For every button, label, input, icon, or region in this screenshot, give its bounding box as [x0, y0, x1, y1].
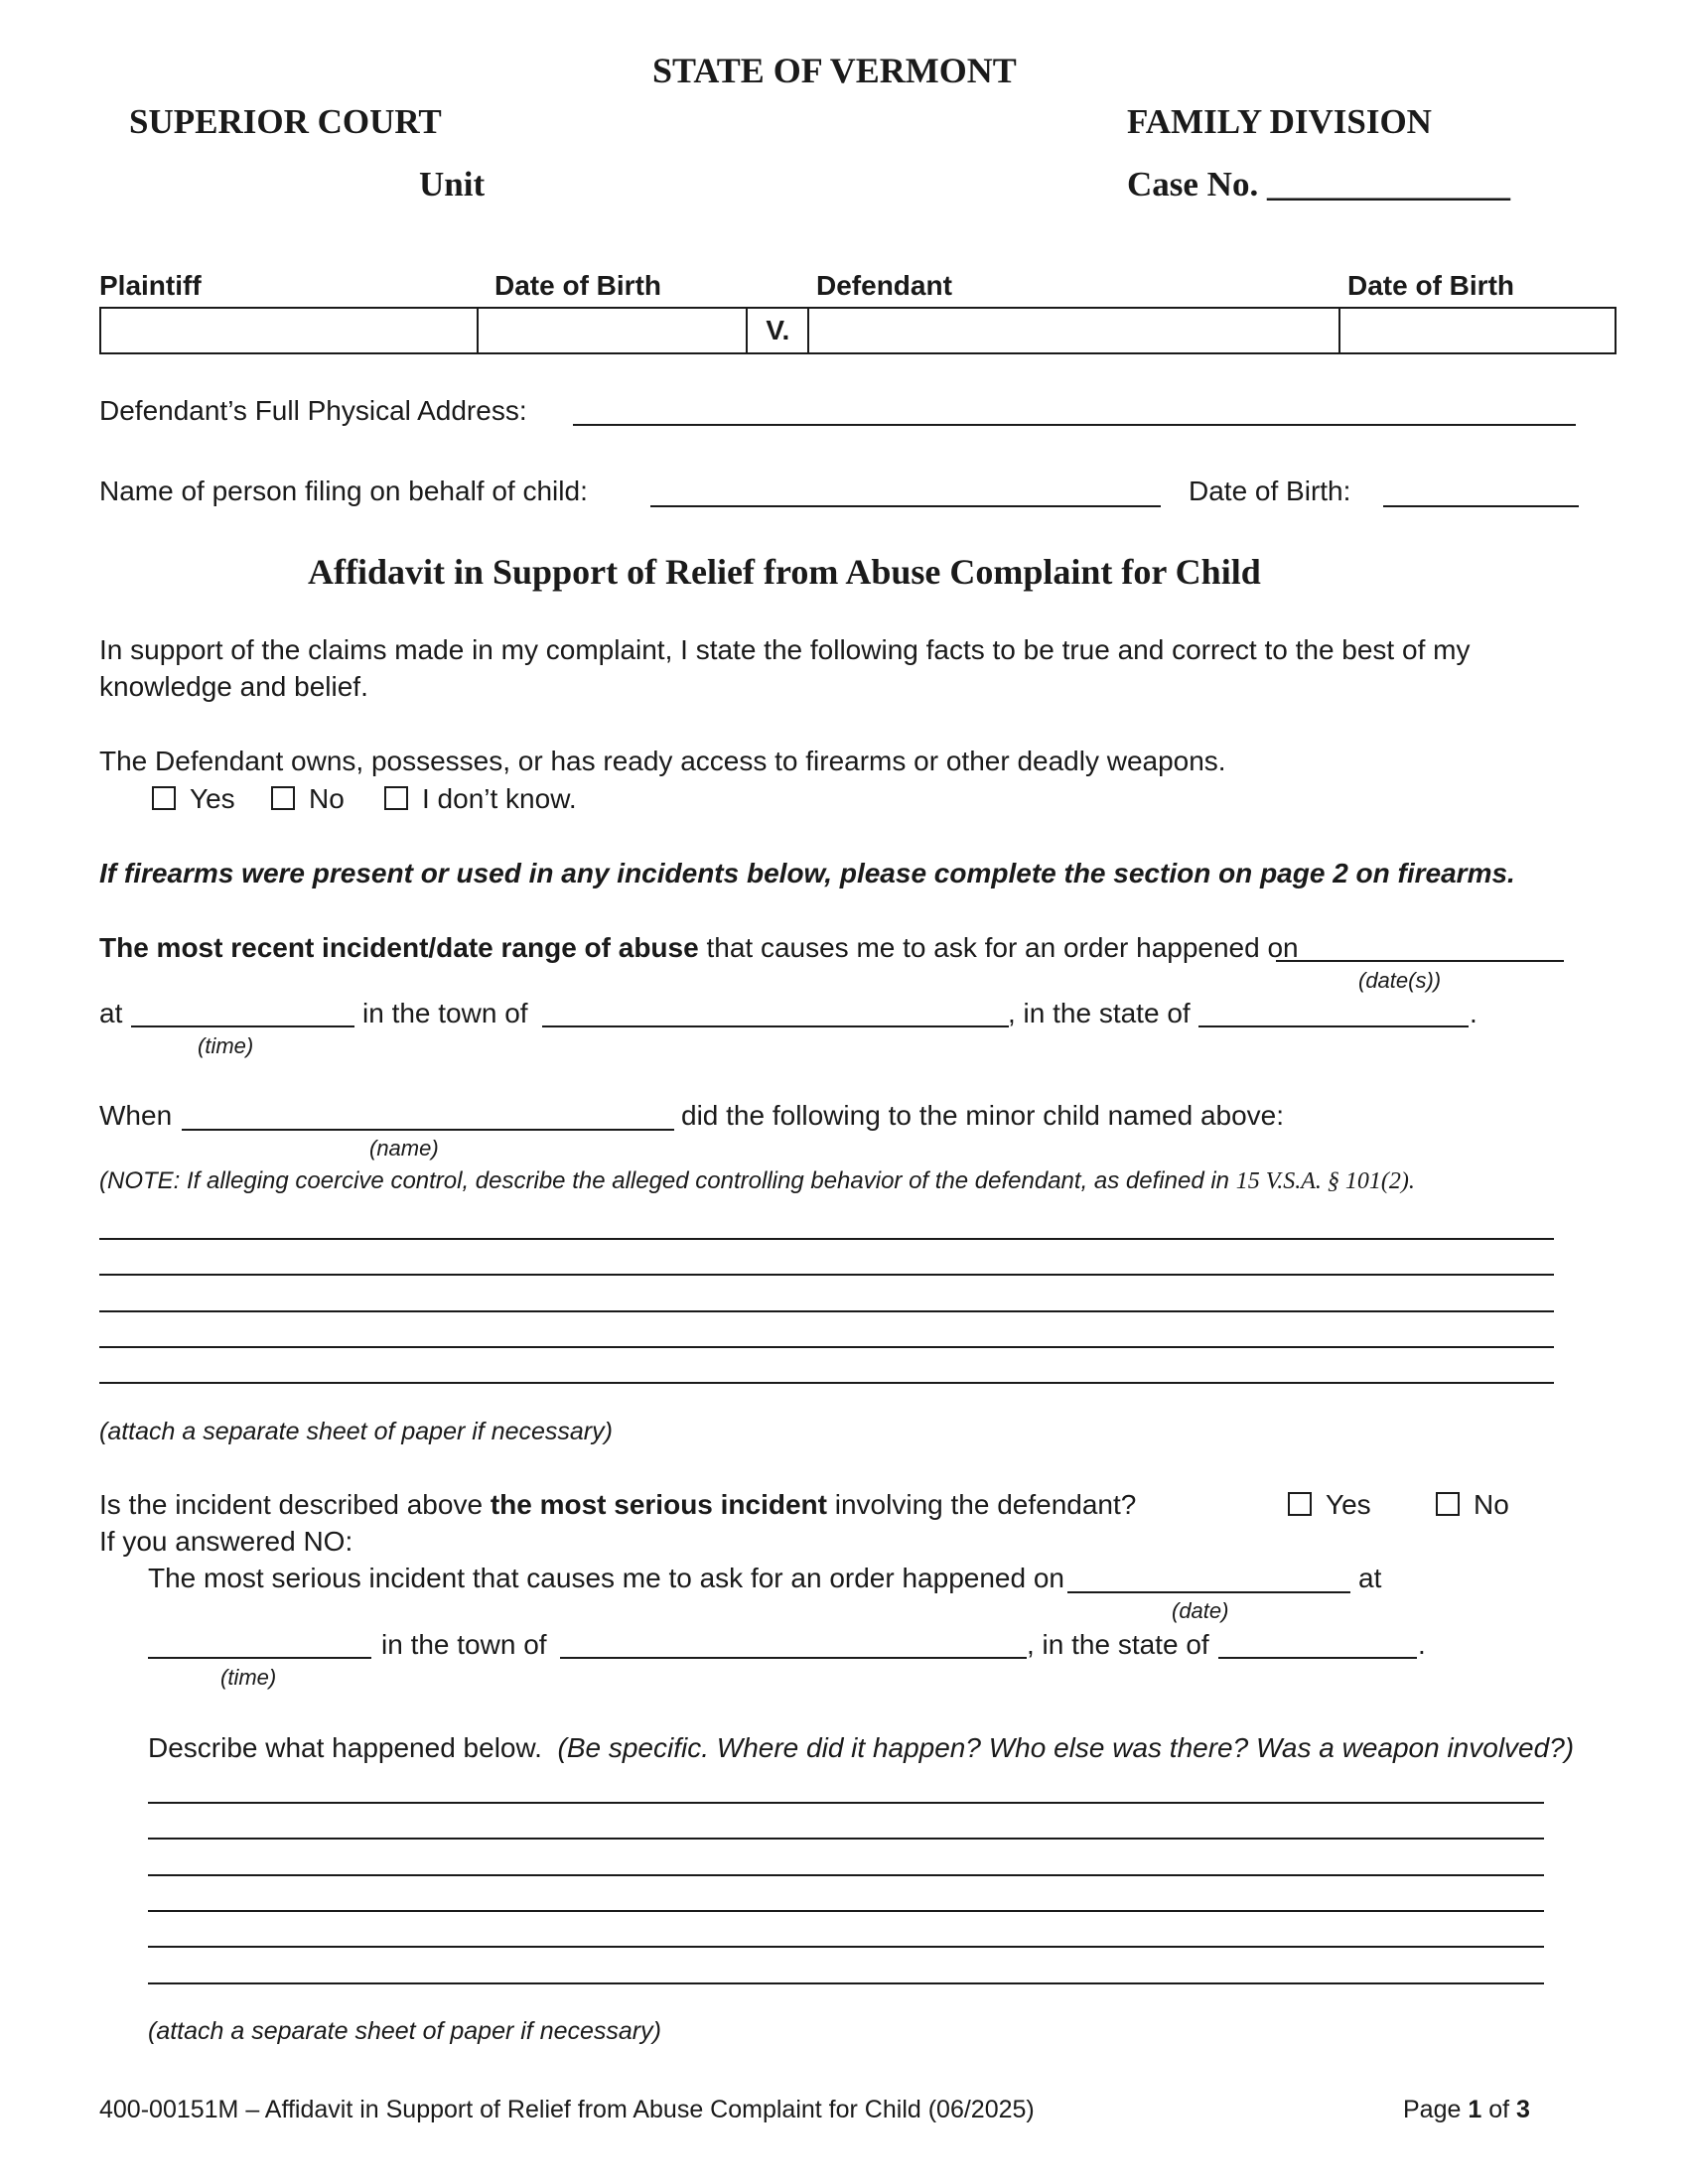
serious-description-line-4[interactable]: [148, 1910, 1544, 1912]
affidavit-title: Affidavit in Support of Relief from Abuse Complaint for Child: [308, 552, 1261, 592]
did-following-text: did the following to the minor child named above:: [681, 1100, 1285, 1131]
filer-name-field[interactable]: [650, 505, 1161, 507]
case-number: Case No. ______________: [1127, 165, 1510, 204]
checkbox-icon[interactable]: [1288, 1492, 1312, 1516]
filer-dob-field[interactable]: [1383, 505, 1579, 507]
parties-table: [99, 307, 1617, 354]
description-line-4[interactable]: [99, 1346, 1554, 1348]
when-label: When: [99, 1100, 173, 1131]
serious-town-label: in the town of: [381, 1629, 547, 1660]
defendant-dob-label: Date of Birth: [1347, 270, 1514, 301]
serious-state-label: , in the state of: [1027, 1629, 1209, 1660]
address-label: Defendant’s Full Physical Address:: [99, 395, 527, 426]
intro-line-2: knowledge and belief.: [99, 671, 368, 702]
serious-yes-option[interactable]: Yes: [1288, 1489, 1371, 1521]
abuser-name-field[interactable]: [182, 1129, 674, 1131]
firearms-question: The Defendant owns, possesses, or has ready access to firearms or other deadly weapons.: [99, 746, 1226, 776]
attach-note-1: (attach a separate sheet of paper if necessary): [99, 1418, 613, 1445]
state-title: STATE OF VERMONT: [652, 51, 1017, 90]
intro-line-1: In support of the claims made in my complaint, I state the following facts to be true and correct to the best of my: [99, 634, 1471, 665]
page-indicator: Page 1 of 3: [1403, 2096, 1530, 2123]
name-hint: (name): [369, 1136, 439, 1160]
state-label: , in the state of: [1008, 998, 1191, 1028]
versus-label: V.: [747, 308, 808, 353]
defendant-dob-field[interactable]: [1339, 308, 1616, 353]
dates-hint: (date(s)): [1358, 968, 1442, 993]
if-no-label: If you answered NO:: [99, 1526, 353, 1557]
plaintiff-dob-label: Date of Birth: [494, 270, 661, 301]
serious-date-field[interactable]: [1067, 1591, 1350, 1593]
defendant-label: Defendant: [816, 270, 952, 301]
serious-time-hint: (time): [220, 1665, 277, 1690]
form-id: 400-00151M – Affidavit in Support of Relief from Abuse Complaint for Child (06/2025): [99, 2096, 1035, 2123]
checkbox-icon[interactable]: [384, 786, 408, 810]
date-hint: (date): [1172, 1598, 1229, 1623]
coercive-note: (NOTE: If alleging coercive control, describe the alleged controlling behavior of the defendant, as defined in 15 V.S.A. § 101(2).: [99, 1167, 1415, 1194]
description-line-5[interactable]: [99, 1382, 1554, 1384]
description-line-2[interactable]: [99, 1274, 1554, 1276]
serious-description-line-2[interactable]: [148, 1838, 1544, 1840]
checkbox-icon[interactable]: [152, 786, 176, 810]
serious-time-field[interactable]: [148, 1657, 371, 1659]
serious-description-line-1[interactable]: [148, 1802, 1544, 1804]
filer-label: Name of person filing on behalf of child:: [99, 476, 588, 506]
serious-at-label: at: [1358, 1563, 1382, 1593]
plaintiff-dob-field[interactable]: [478, 308, 747, 353]
period: .: [1470, 998, 1477, 1028]
time-hint: (time): [198, 1033, 254, 1058]
firearms-unknown-option[interactable]: I don’t know.: [384, 783, 577, 815]
plaintiff-label: Plaintiff: [99, 270, 202, 301]
defendant-field[interactable]: [808, 308, 1339, 353]
plaintiff-field[interactable]: [100, 308, 478, 353]
serious-description-line-6[interactable]: [148, 1982, 1544, 1984]
serious-happened-text: The most serious incident that causes me to ask for an order happened on: [148, 1563, 1064, 1593]
recent-date-field[interactable]: [1276, 960, 1564, 962]
checkbox-icon[interactable]: [1436, 1492, 1460, 1516]
attach-note-2: (attach a separate sheet of paper if necessary): [148, 2017, 661, 2045]
serious-period: .: [1418, 1629, 1426, 1660]
town-label: in the town of: [362, 998, 528, 1028]
description-line-1[interactable]: [99, 1238, 1554, 1240]
at-label: at: [99, 998, 123, 1028]
court-name: SUPERIOR COURT: [129, 102, 442, 141]
recent-incident-text: The most recent incident/date range of abuse that causes me to ask for an order happened on: [99, 932, 1299, 963]
division-name: FAMILY DIVISION: [1127, 102, 1432, 141]
unit-label: Unit: [419, 165, 486, 204]
firearms-no-option[interactable]: No: [271, 783, 345, 815]
serious-question: Is the incident described above the most serious incident involving the defendant?: [99, 1489, 1137, 1520]
filer-dob-label: Date of Birth:: [1189, 476, 1351, 506]
recent-town-field[interactable]: [542, 1025, 1009, 1027]
firearms-yes-option[interactable]: Yes: [152, 783, 235, 815]
serious-description-line-3[interactable]: [148, 1874, 1544, 1876]
address-field[interactable]: [573, 424, 1576, 426]
recent-state-field[interactable]: [1198, 1025, 1469, 1027]
serious-town-field[interactable]: [560, 1657, 1027, 1659]
checkbox-icon[interactable]: [271, 786, 295, 810]
description-line-3[interactable]: [99, 1310, 1554, 1312]
serious-description-line-5[interactable]: [148, 1946, 1544, 1948]
firearms-note: If firearms were present or used in any incidents below, please complete the section on page 2 on firearms.: [99, 858, 1515, 888]
serious-no-option[interactable]: No: [1436, 1489, 1509, 1521]
serious-state-field[interactable]: [1218, 1657, 1417, 1659]
describe-text: Describe what happened below. (Be specific. Where did it happen? Who else was there? Was a weapon involved?): [148, 1732, 1575, 1763]
recent-time-field[interactable]: [131, 1025, 354, 1027]
